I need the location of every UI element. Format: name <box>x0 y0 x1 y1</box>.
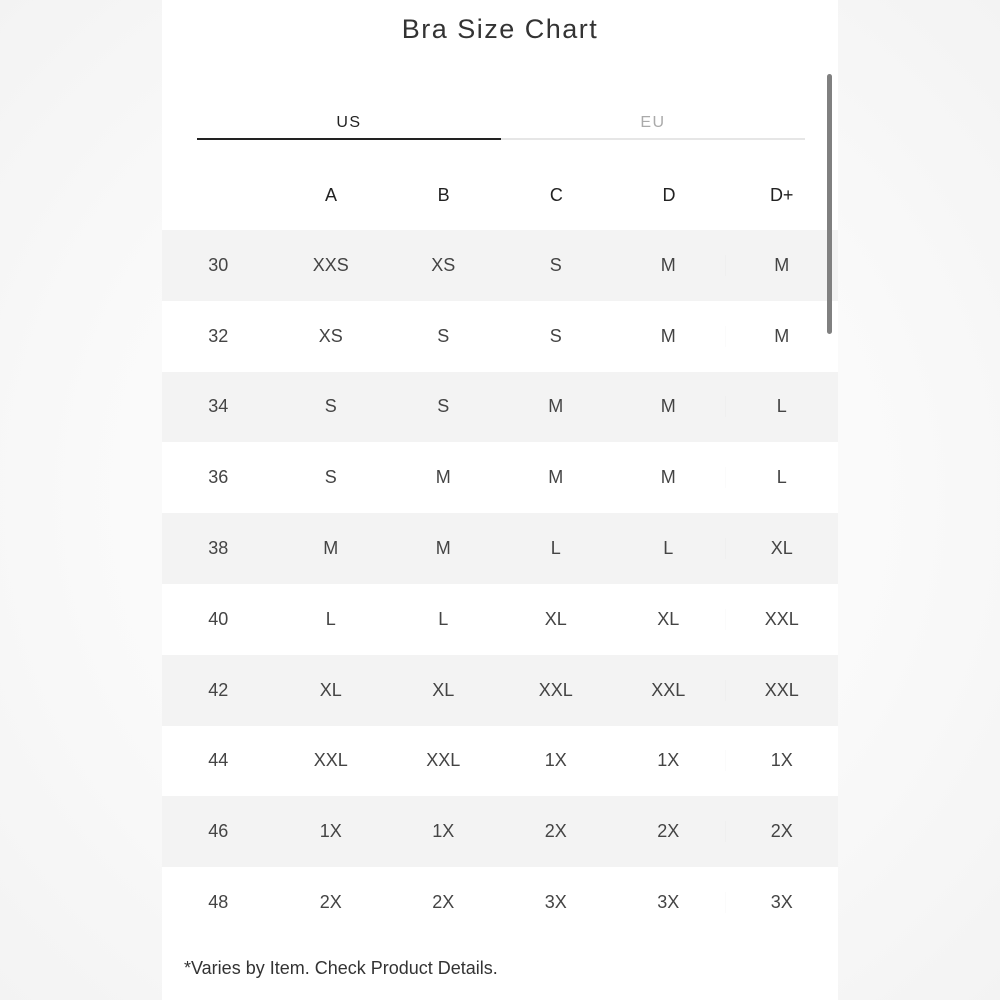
column-header-d-plus: D+ <box>769 184 794 205</box>
size-cell: 1X <box>432 821 455 842</box>
size-table <box>162 160 838 938</box>
band-size-cell: 38 <box>208 538 229 559</box>
size-cell: L <box>663 538 674 559</box>
size-cell: M <box>548 467 564 488</box>
size-cell: 2X <box>432 892 455 913</box>
size-cell: M <box>435 467 451 488</box>
band-size-cell: 46 <box>208 821 229 842</box>
table-row <box>162 726 838 797</box>
table-row <box>162 230 838 301</box>
size-cell: 3X <box>770 892 793 913</box>
band-size-cell: 32 <box>208 325 229 346</box>
size-cell: 1X <box>319 821 342 842</box>
table-row <box>162 584 838 655</box>
tab-us[interactable]: US <box>197 110 501 140</box>
scrollbar[interactable] <box>827 74 832 334</box>
size-cell: XXL <box>538 679 573 700</box>
size-cell: L <box>776 467 787 488</box>
size-cell: XL <box>432 679 455 700</box>
size-cell: S <box>437 396 450 417</box>
band-size-cell: 30 <box>208 254 229 275</box>
band-size-cell: 36 <box>208 467 229 488</box>
column-header-a: A <box>325 184 338 205</box>
band-size-cell: 48 <box>208 892 229 913</box>
size-cell: 2X <box>319 892 342 913</box>
size-cell: M <box>660 325 676 346</box>
table-row <box>162 513 838 584</box>
column-header-c: C <box>549 184 563 205</box>
size-cell: S <box>324 467 337 488</box>
size-cell: M <box>660 467 676 488</box>
size-cell: L <box>776 396 787 417</box>
size-cell: M <box>774 254 790 275</box>
size-cell: XXL <box>313 750 348 771</box>
size-cell: S <box>549 325 562 346</box>
table-row <box>162 442 838 513</box>
size-cell: M <box>548 396 564 417</box>
page-title: Bra Size Chart <box>401 14 599 44</box>
size-cell: L <box>325 608 336 629</box>
size-cell: 2X <box>657 821 680 842</box>
size-cell: M <box>660 254 676 275</box>
size-cell: XXL <box>651 679 686 700</box>
table-header <box>162 160 838 230</box>
size-cell: S <box>437 325 450 346</box>
band-size-cell: 42 <box>208 679 229 700</box>
size-cell: S <box>549 254 562 275</box>
band-size-cell: 40 <box>208 608 229 629</box>
size-cell: M <box>323 538 339 559</box>
size-cell: M <box>660 396 676 417</box>
size-cell: S <box>324 396 337 417</box>
size-cell: 3X <box>544 892 567 913</box>
column-header-d: D <box>662 184 676 205</box>
size-cell: XS <box>431 254 456 275</box>
table-row <box>162 301 838 372</box>
size-cell: 1X <box>770 750 793 771</box>
size-cell: XL <box>657 608 680 629</box>
size-cell: XL <box>319 679 342 700</box>
tab-eu[interactable]: EU <box>501 110 805 140</box>
table-row <box>162 867 838 938</box>
size-cell: XS <box>318 325 343 346</box>
table-row <box>162 796 838 867</box>
size-chart-panel <box>162 0 838 1000</box>
size-cell: XXS <box>312 254 349 275</box>
size-cell: 3X <box>657 892 680 913</box>
size-cell: XXL <box>764 679 799 700</box>
size-cell: 1X <box>544 750 567 771</box>
column-header-b: B <box>437 184 450 205</box>
size-cell: XXL <box>426 750 461 771</box>
size-cell: XL <box>544 608 567 629</box>
unit-tabs <box>197 110 805 140</box>
size-cell: M <box>435 538 451 559</box>
size-cell: 2X <box>770 821 793 842</box>
band-size-cell: 44 <box>208 750 229 771</box>
table-row <box>162 372 838 443</box>
size-cell: L <box>550 538 561 559</box>
size-cell: 2X <box>544 821 567 842</box>
size-cell: XXL <box>764 608 799 629</box>
size-cell: L <box>438 608 449 629</box>
size-cell: 1X <box>657 750 680 771</box>
table-row <box>162 655 838 726</box>
band-size-cell: 34 <box>208 396 229 417</box>
size-cell: M <box>774 325 790 346</box>
footnote: *Varies by Item. Check Product Details. <box>184 958 498 978</box>
size-cell: XL <box>770 538 793 559</box>
